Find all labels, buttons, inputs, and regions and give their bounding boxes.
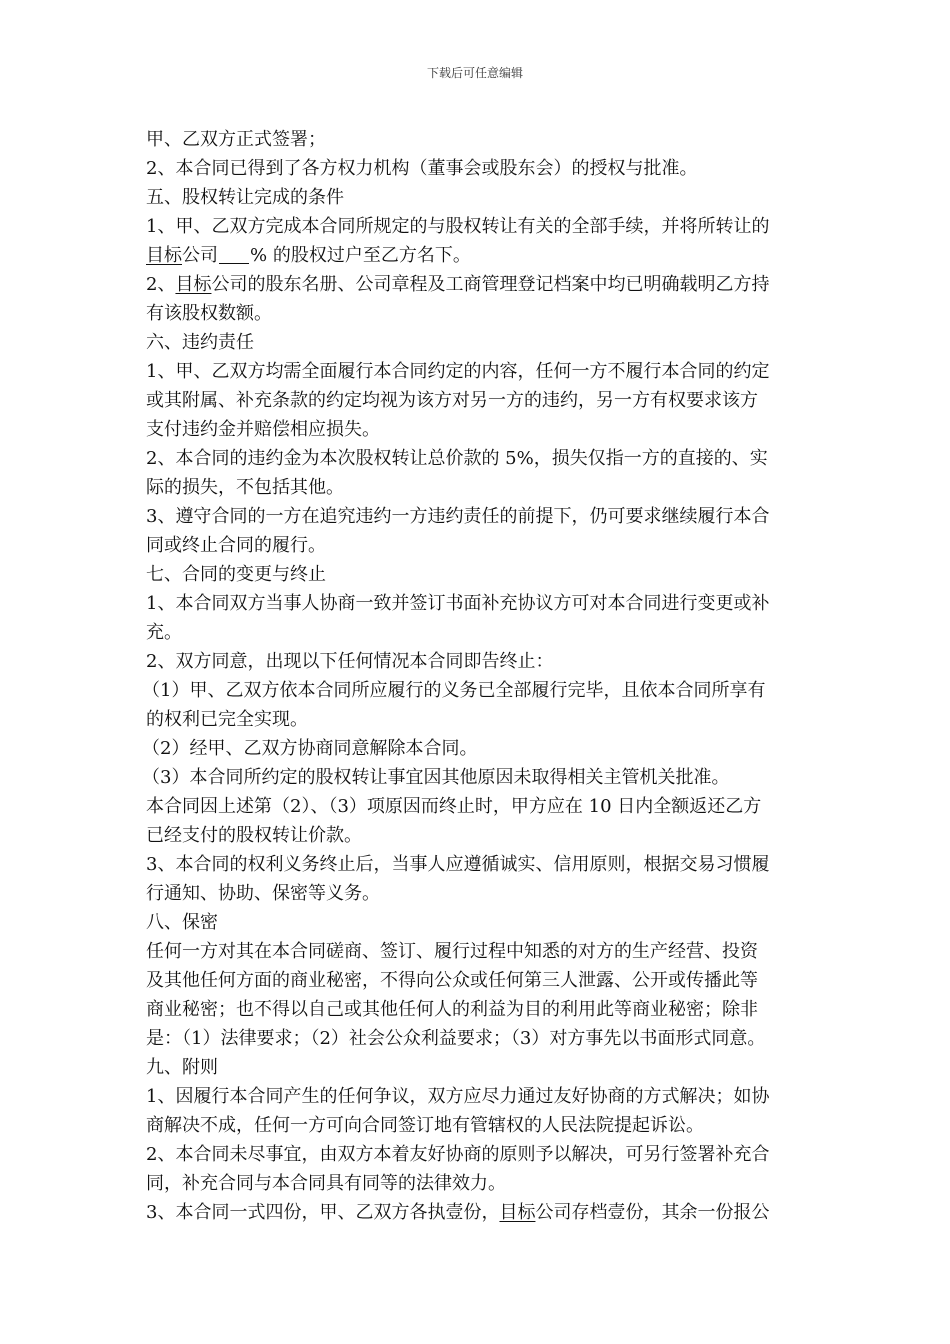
section-heading-7: 七、合同的变更与终止 bbox=[146, 564, 326, 585]
text-line: 及其他任何方面的商业秘密，不得向公众或任何第三人泄露、公开或传播此等 bbox=[146, 970, 758, 991]
text-line: 充。 bbox=[146, 622, 182, 643]
text-line: 任何一方对其在本合同磋商、签订、履行过程中知悉的对方的生产经营、投资 bbox=[146, 941, 758, 962]
text-line: 支付违约金并赔偿相应损失。 bbox=[146, 419, 380, 440]
text-line: 有该股权数额。 bbox=[146, 303, 272, 324]
text-line: 行通知、协助、保密等义务。 bbox=[146, 883, 380, 904]
text-line: 本合同因上述第（2）、（3）项原因而终止时，甲方应在 10 日内全额返还乙方 bbox=[146, 796, 762, 817]
underlined-term: 目标 bbox=[146, 245, 182, 266]
text-span: 2、 bbox=[146, 274, 176, 295]
text-line: 1、因履行本合同产生的任何争议，双方应尽力通过友好协商的方式解决；如协 bbox=[146, 1086, 770, 1107]
text-line: 3、本合同的权利义务终止后，当事人应遵循诚实、信用原则，根据交易习惯履 bbox=[146, 854, 770, 875]
text-line: 同，补充合同与本合同具有同等的法律效力。 bbox=[146, 1173, 506, 1194]
text-line: 2、本合同已得到了各方权力机构（董事会或股东会）的授权与批准。 bbox=[146, 158, 698, 179]
underlined-term: 目标 bbox=[499, 1202, 536, 1223]
text-span: 3、本合同一式四份，甲、乙双方各执壹份， bbox=[146, 1202, 500, 1223]
section-heading-8: 八、保密 bbox=[146, 912, 218, 933]
text-line: 商业秘密；也不得以自己或其他任何人的利益为目的利用此等商业秘密；除非 bbox=[146, 999, 758, 1020]
text-span: 公司的股东名册、公司章程及工商管理登记档案中均已明确载明乙方持 bbox=[211, 274, 770, 295]
text-line: 2、本合同的违约金为本次股权转让总价款的 5%，损失仅指一方的直接的、实 bbox=[146, 448, 768, 469]
text-line bbox=[146, 270, 826, 299]
text-span: 公司存档壹份，其余一份报公 bbox=[535, 1202, 770, 1223]
section-heading-5: 五、股权转让完成的条件 bbox=[146, 187, 344, 208]
text-line: 或其附属、补充条款的约定均视为该方对另一方的违约，另一方有权要求该方 bbox=[146, 390, 758, 411]
text-line: 1、甲、乙双方均需全面履行本合同约定的内容，任何一方不履行本合同的约定 bbox=[146, 361, 770, 382]
text-line: 际的损失，不包括其他。 bbox=[146, 477, 344, 498]
document-body bbox=[142, 125, 826, 1227]
text-line: 3、遵守合同的一方在追究违约一方违约责任的前提下，仍可要求继续履行本合 bbox=[146, 506, 770, 527]
text-span: 公司 bbox=[182, 245, 218, 266]
text-line: 2、双方同意，出现以下任何情况本合同即告终止： bbox=[146, 651, 554, 672]
section-heading-6: 六、违约责任 bbox=[146, 332, 254, 353]
text-line: 的权利已完全实现。 bbox=[146, 709, 308, 730]
underlined-term: 目标 bbox=[175, 274, 212, 295]
text-line: （2）经甲、乙双方协商同意解除本合同。 bbox=[142, 738, 478, 759]
text-line bbox=[146, 1198, 826, 1227]
text-line: 同或终止合同的履行。 bbox=[146, 535, 326, 556]
text-line: （3）本合同所约定的股权转让事宜因其他原因未取得相关主管机关批准。 bbox=[142, 767, 730, 788]
text-line: 是：（1）法律要求；（2）社会公众利益要求；（3）对方事先以书面形式同意。 bbox=[146, 1028, 766, 1049]
page-header: 下载后可任意编辑 bbox=[426, 66, 523, 80]
fill-in-blank bbox=[219, 245, 249, 264]
text-line: 甲、乙双方正式签署； bbox=[146, 129, 326, 150]
text-line: 已经支付的股权转让价款。 bbox=[146, 825, 362, 846]
text-span: % 的股权过户至乙方名下。 bbox=[250, 245, 471, 266]
text-line: 商解决不成，任何一方可向合同签订地有管辖权的人民法院提起诉讼。 bbox=[146, 1115, 704, 1136]
text-line: 2、本合同未尽事宜，由双方本着友好协商的原则予以解决，可另行签署补充合 bbox=[146, 1144, 770, 1165]
text-line: 1、本合同双方当事人协商一致并签订书面补充协议方可对本合同进行变更或补 bbox=[146, 593, 770, 614]
text-line bbox=[146, 241, 826, 270]
section-heading-9: 九、附则 bbox=[146, 1057, 218, 1078]
text-line: 1、甲、乙双方完成本合同所规定的与股权转让有关的全部手续，并将所转让的 bbox=[146, 216, 770, 237]
text-line: （1）甲、乙双方依本合同所应履行的义务已全部履行完毕，且依本合同所享有 bbox=[142, 680, 766, 701]
